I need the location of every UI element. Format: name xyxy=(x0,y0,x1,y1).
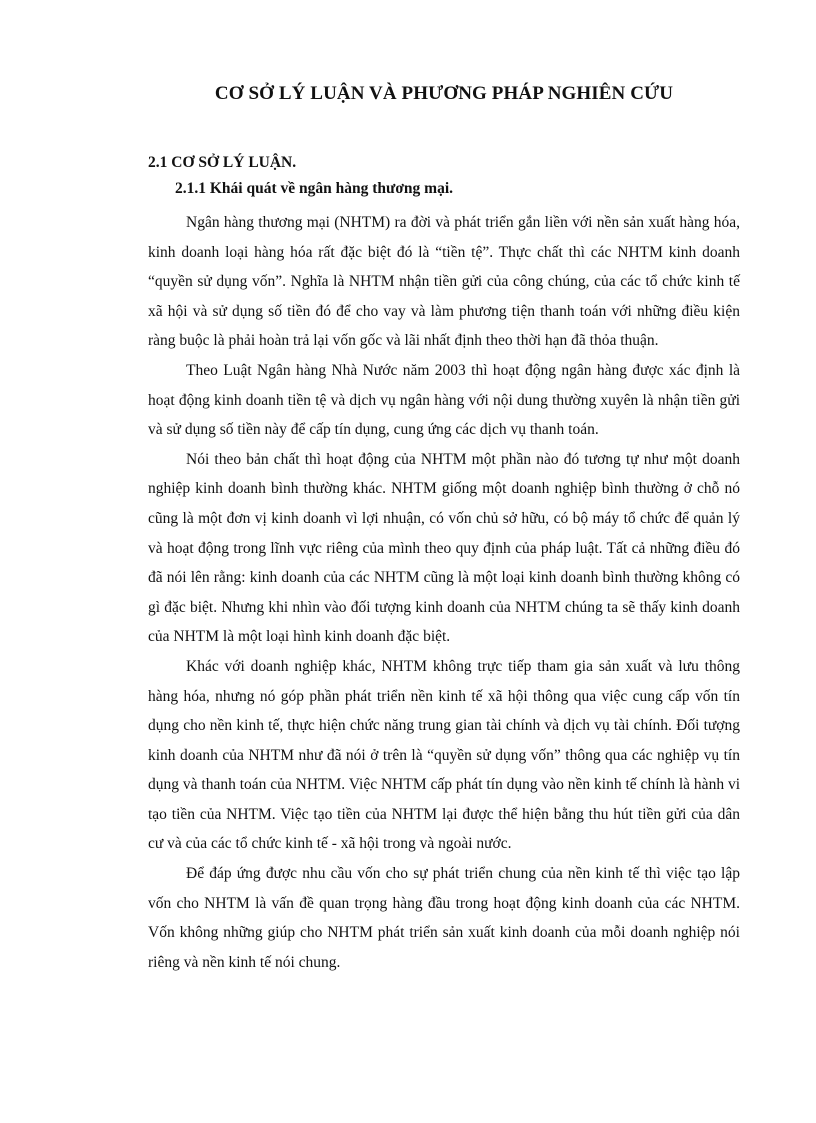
paragraph: Theo Luật Ngân hàng Nhà Nước năm 2003 thì hoạt động ngân hàng được xác định là hoạt động kinh doanh tiền tệ và dịch vụ ngân hàng với nội dung thường xuyên là nhận tiền gửi và sử dụng số tiền này để cấp tín dụng, cung ứng các dịch vụ thanh toán. xyxy=(148,361,740,439)
document-page xyxy=(148,80,740,977)
chapter-title: CƠ SỞ LÝ LUẬN VÀ PHƯƠNG PHÁP NGHIÊN CỨU xyxy=(214,83,674,104)
paragraph: Ngân hàng thương mại (NHTM) ra đời và phát triển gắn liền với nền sản xuất hàng hóa, kinh doanh loại hàng hóa rất đặc biệt đó là “tiền tệ”. Thực chất thì các NHTM kinh doanh “quyền sử dụng vốn”. Nghĩa là NHTM nhận tiền gửi của công chúng, của các tổ chức kinh tế xã hội và sử dụng số tiền đó để cho vay và làm phương tiện thanh toán với những điều kiện ràng buộc là phải hoàn trả lại vốn gốc và lãi nhất định theo thời hạn đã thỏa thuận. xyxy=(148,214,740,350)
section-title: 2.1 CƠ SỞ LÝ LUẬN. xyxy=(148,154,297,171)
paragraph: Để đáp ứng được nhu cầu vốn cho sự phát triển chung của nền kinh tế thì việc tạo lập vốn cho NHTM là vấn đề quan trọng hàng đầu trong hoạt động kinh doanh của các NHTM. Vốn không những giúp cho NHTM phát triển sản xuất kinh doanh của mỗi doanh nghiệp nói riêng và nền kinh tế nói chung. xyxy=(148,865,740,971)
paragraph: Nói theo bản chất thì hoạt động của NHTM một phần nào đó tương tự như một doanh nghiệp kinh doanh bình thường khác. NHTM giống một doanh nghiệp bình thường ở chỗ nó cũng là một đơn vị kinh doanh vì lợi nhuận, có vốn chủ sở hữu, có bộ máy tổ chức để quản lý và hoạt động trong lĩnh vực riêng của mình theo quy định của pháp luật. Tất cả những điều đó đã nói lên rằng: kinh doanh của các NHTM cũng là một loại kinh doanh bình thường không có gì đặc biệt. Nhưng khi nhìn vào đối tượng kinh doanh của NHTM chúng ta sẽ thấy kinh doanh của NHTM là một loại hình kinh doanh đặc biệt. xyxy=(148,450,740,646)
paragraph: Khác với doanh nghiệp khác, NHTM không trực tiếp tham gia sản xuất và lưu thông hàng hóa, nhưng nó góp phần phát triển nền kinh tế xã hội thông qua việc cung cấp vốn tín dụng cho nền kinh tế, thực hiện chức năng trung gian tài chính và dịch vụ tài chính. Đối tượng kinh doanh của NHTM như đã nói ở trên là “quyền sử dụng vốn” thông qua các nghiệp vụ tín dụng và thanh toán của NHTM. Việc NHTM cấp phát tín dụng vào nền kinh tế chính là hành vi tạo tiền của NHTM. Việc tạo tiền của NHTM lại được thể hiện bằng thu hút tiền gửi của dân cư và của các tổ chức kinh tế - xã hội trong và ngoài nước. xyxy=(148,657,740,853)
subsection-title: 2.1.1 Khái quát về ngân hàng thương mại. xyxy=(175,180,454,197)
